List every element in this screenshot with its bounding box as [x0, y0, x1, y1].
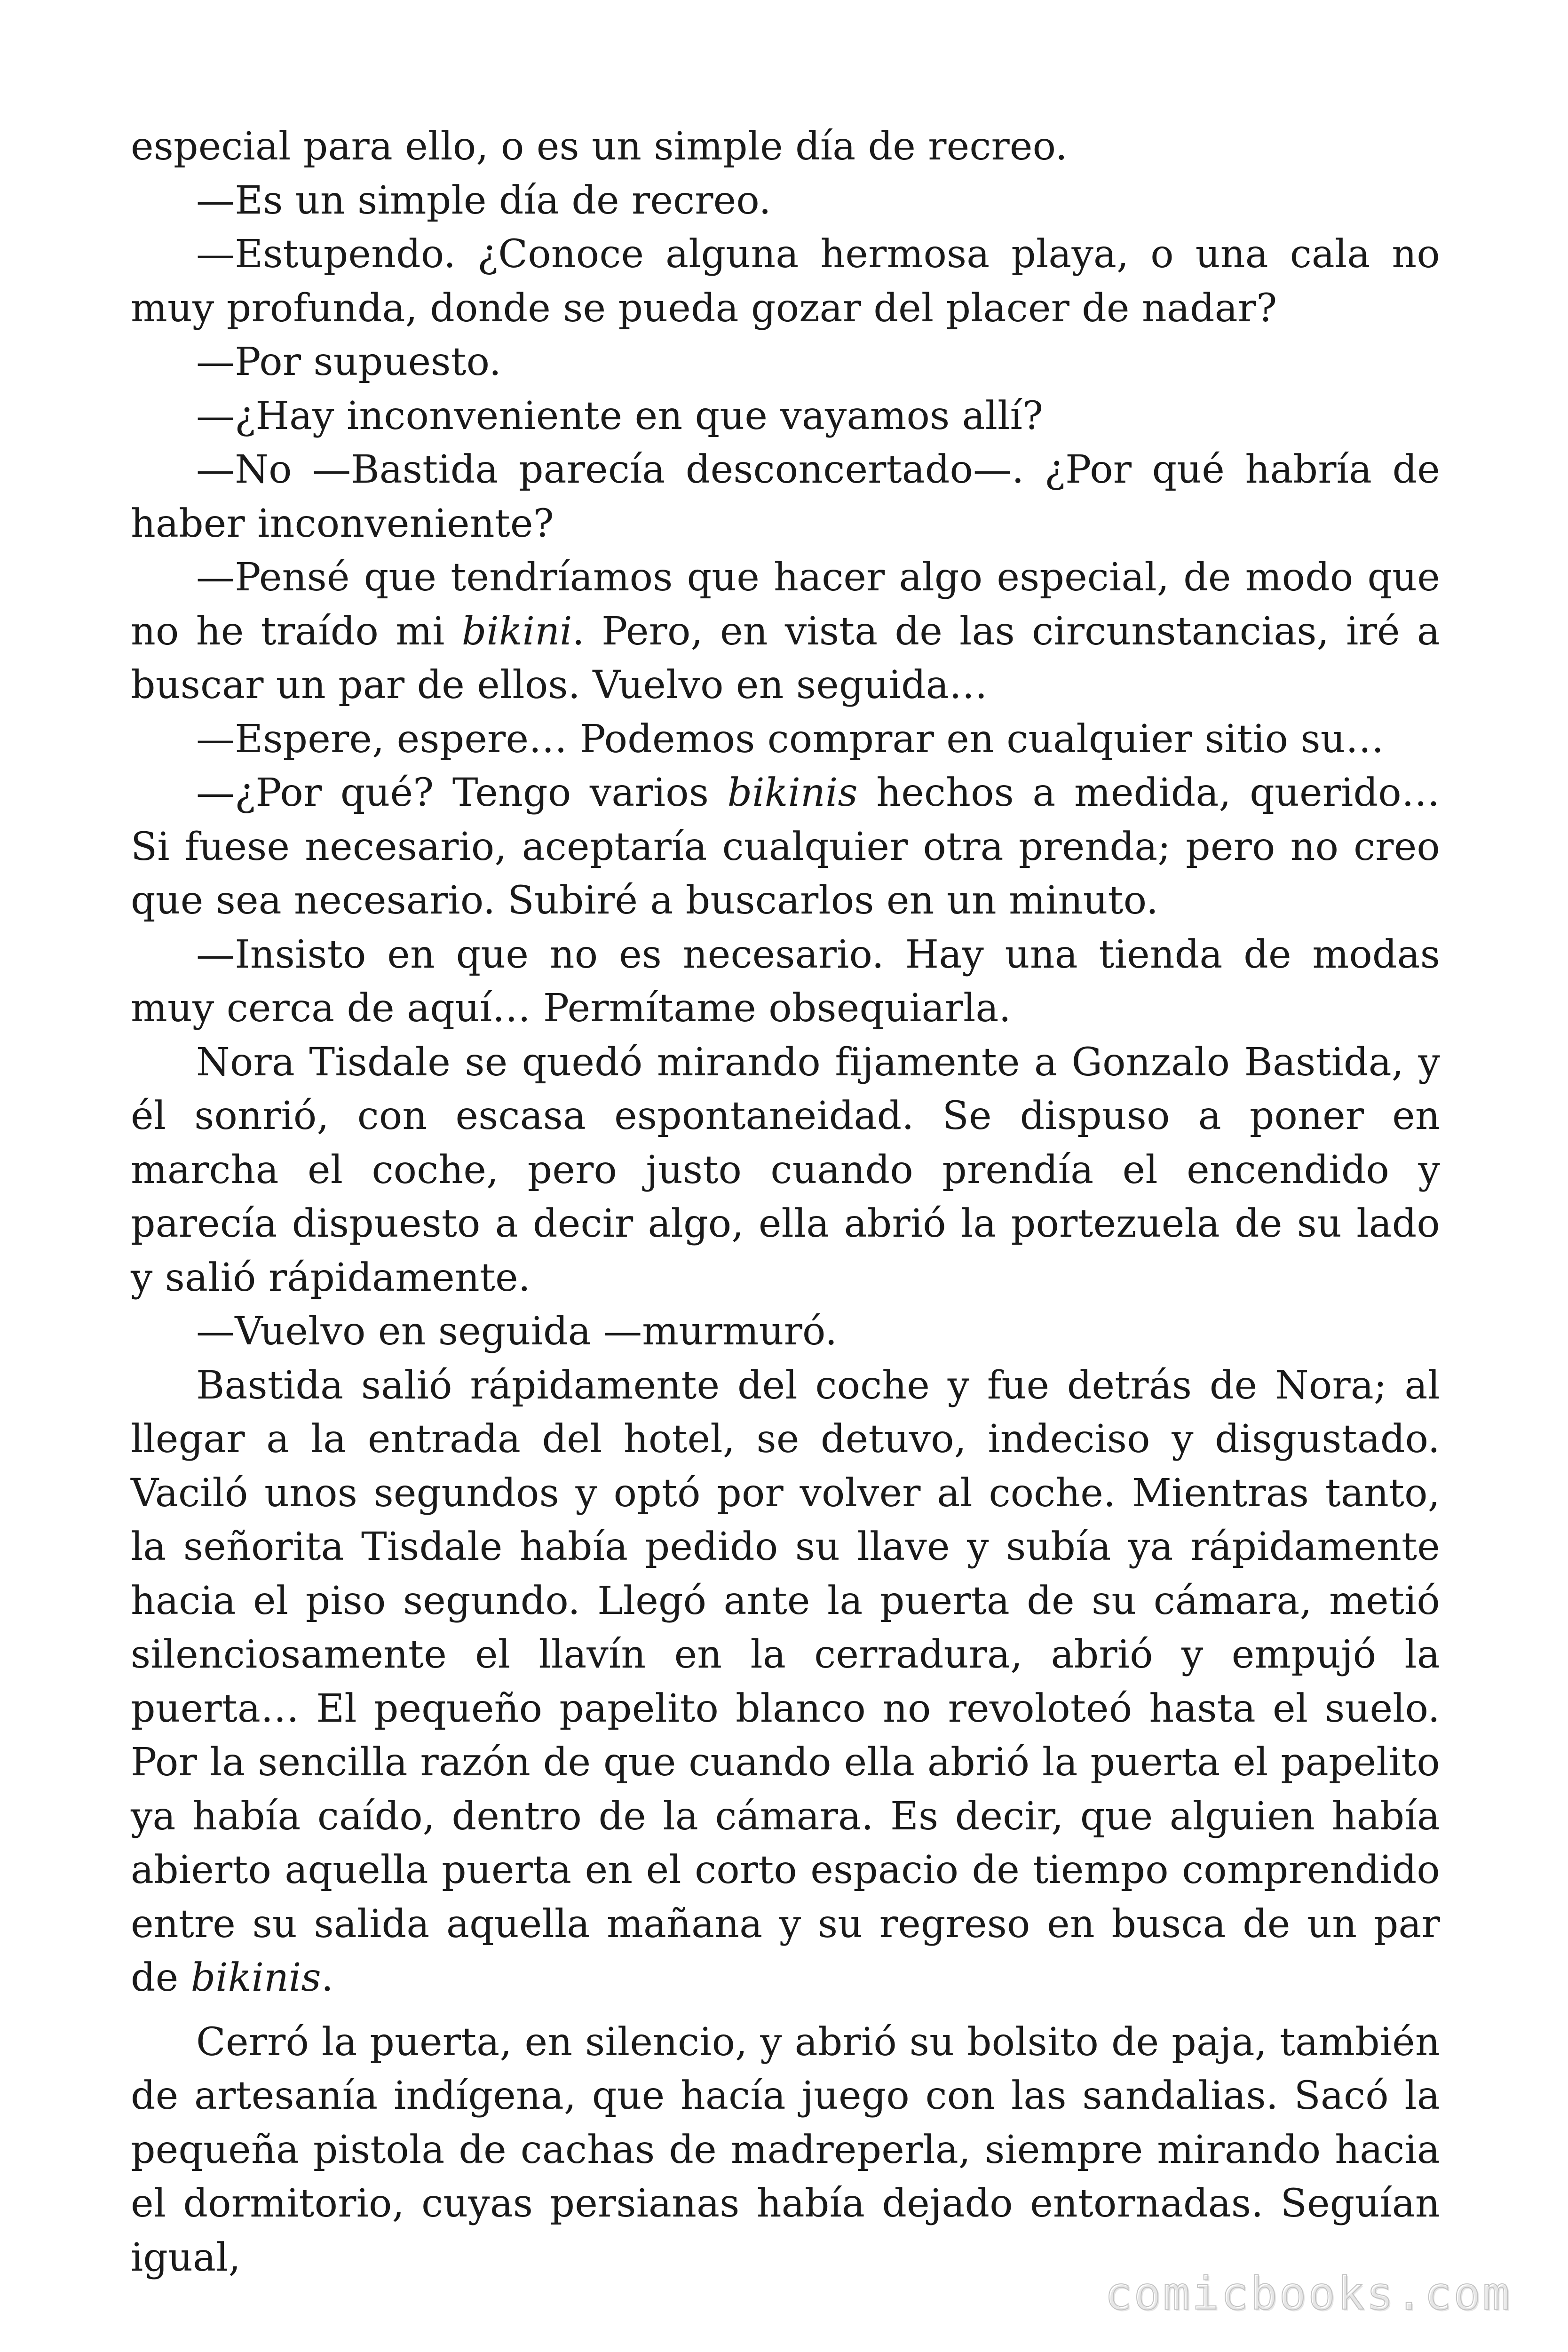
text-run: —Por supuesto.	[196, 340, 502, 384]
text-run: especial para ello, o es un simple día de recreo.	[131, 124, 1068, 169]
text-run: Cerró la puerta, en silencio, y abrió su bolsito de paja, también de artesanía indígena, que hacía juego con las sandalias. Sacó la pequeña pistola de cachas de madreperla, siempre mirando hacia el dormitorio, cuyas persianas había dejado entornadas. Seguían igual,	[131, 2019, 1440, 2280]
paragraph	[131, 228, 1440, 335]
paragraph	[131, 766, 1440, 928]
body-text	[131, 120, 1440, 2285]
paragraph	[131, 443, 1440, 551]
text-run: —¿Por qué? Tengo varios	[196, 771, 728, 815]
text-run: —No —Bastida parecía desconcertado—. ¿Por qué habría de haber inconveniente?	[131, 447, 1440, 546]
text-run: —Es un simple día de recreo.	[196, 178, 771, 223]
text-run: —¿Hay inconveniente en que vayamos allí?	[196, 393, 1044, 438]
text-run: —Insisto en que no es necesario. Hay una tienda de modas muy cerca de aquí… Permítame obsequiarla.	[131, 932, 1440, 1031]
paragraph	[131, 1359, 1440, 2005]
paragraph	[131, 120, 1440, 174]
text-run: Nora Tisdale se quedó mirando fijamente a Gonzalo Bastida, y él sonrió, con escasa espontaneidad. Se dispuso a poner en marcha el coche, pero justo cuando prendía el encendido y parecía dispuesto a decir algo, ella abrió la portezuela de su lado y salió rápidamente.	[131, 1040, 1440, 1300]
italic-word: bikini	[461, 609, 572, 654]
text-run: .	[321, 1955, 334, 2000]
text-run: —Pensé que tendríamos que hacer algo especial, de modo que no he traído mi	[131, 555, 1440, 654]
paragraph	[131, 335, 1440, 389]
paragraph	[131, 174, 1440, 228]
text-run: —Estupendo. ¿Conoce alguna hermosa playa, o una cala no muy profunda, donde se pueda gozar del placer de nadar?	[131, 232, 1440, 331]
paragraph	[131, 928, 1440, 1036]
paragraph	[131, 389, 1440, 444]
watermark: comicbooks.com	[1104, 2267, 1512, 2320]
text-run: —Vuelvo en seguida —murmuró.	[196, 1309, 838, 1354]
paragraph	[131, 1305, 1440, 1359]
text-run: Bastida salió rápidamente del coche y fue detrás de Nora; al llegar a la entrada del hotel, se detuvo, indeciso y disgustado. Vaciló unos segundos y optó por volver al coche. Mientras tanto, la señorita Tisdale había pedido su llave y subía ya rápidamente hacia el piso segundo. Llegó ante la puerta de su cámara, metió silenciosamente el llavín en la cerradura, abrió y empujó la puerta… El pequeño papelito blanco no revoloteó hasta el suelo. Por la sencilla razón de que cuando ella abrió la puerta el papelito ya había caído, dentro de la cámara. Es decir, que alguien había abierto aquella puerta en el corto espacio de tiempo comprendido entre su salida aquella mañana y su regreso en busca de un par de	[131, 1363, 1440, 2000]
text-run: —Espere, espere… Podemos comprar en cualquier sitio su…	[196, 716, 1385, 762]
italic-word: bikinis	[190, 1955, 321, 2000]
italic-word: bikinis	[727, 771, 858, 815]
text-run: hechos a medida, querido… Si fuese necesario, aceptaría cualquier otra prenda; pero no creo que sea necesario. Subiré a buscarlos en un minuto.	[131, 771, 1440, 923]
paragraph	[131, 2016, 1440, 2285]
text-run: . Pero, en vista de las circunstancias, iré a buscar un par de ellos. Vuelvo en seguida…	[131, 609, 1440, 707]
paragraph	[131, 551, 1440, 713]
paragraph	[131, 1036, 1440, 1305]
paragraph	[131, 713, 1440, 767]
